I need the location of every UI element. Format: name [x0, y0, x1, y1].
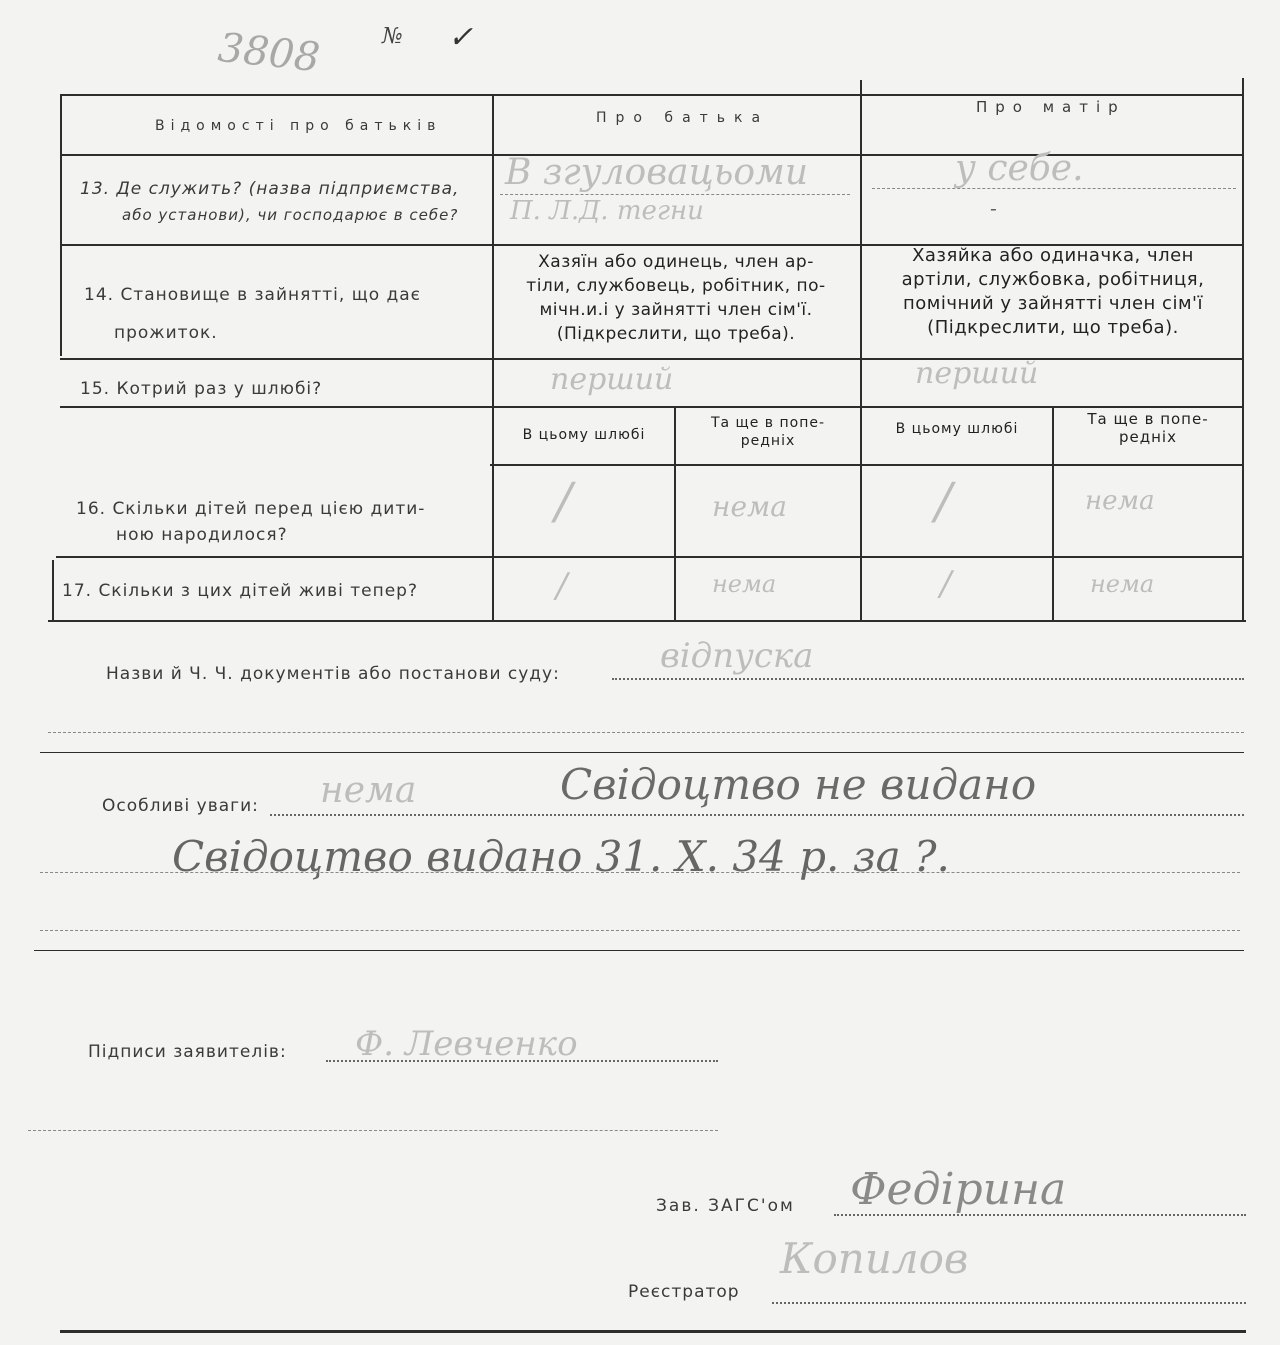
row16-label: 16. Скільки дітей перед цією дити- ною народилося?: [76, 499, 426, 545]
documents-value: відпуска: [660, 636, 814, 676]
row14-label: 14. Становище в зайнятті, що дає прожиток.: [84, 285, 422, 343]
row15-mother-value: перший: [915, 356, 1039, 391]
row17-label: 17. Скільки з цих дітей живі тепер?: [62, 581, 418, 601]
row16-mother-prev: нема: [1085, 486, 1155, 516]
row13-father-value: В згуловацьоми: [505, 152, 809, 193]
row16-mother-this: /: [935, 472, 952, 530]
row17-mother-this: /: [940, 564, 952, 604]
father-this-marriage-header: В цьому шлюбі: [522, 427, 646, 443]
zags-signature: Федірина: [850, 1164, 1067, 1215]
row13-mother-value-2: -: [990, 196, 997, 220]
special-notes-line2: Свідоцтво видано 31. X. 34 р. за ?.: [172, 832, 950, 881]
row17-mother-prev: нема: [1090, 570, 1155, 598]
signatures-value: Ф. Левченко: [355, 1024, 578, 1064]
row17-father-this: /: [556, 566, 568, 606]
row13-mother-value: у себе.: [955, 148, 1084, 189]
special-notes-faint: нема: [320, 770, 417, 811]
col-header-mother: Про матір: [976, 98, 1126, 116]
row15-label: 15. Котрий раз у шлюбі?: [80, 379, 323, 399]
row13-father-value-2: П. Л.Д. тегни: [510, 196, 704, 226]
row13-label: 13. Де служить? (назва підприємства, або установи), чи господарює в себе?: [80, 179, 460, 224]
row17-father-prev: нема: [712, 570, 777, 598]
row14-mother-options: Хазяйка або одиначка, член артіли, службовка, робітниця, помічний у зайнятті член сім'ї (Підкреслити, що треба).: [901, 245, 1205, 338]
father-previous-header: Та ще в попе- редніх: [710, 415, 826, 449]
col-header-father: Про батька: [596, 110, 770, 126]
mother-previous-header: Та ще в попе- редніх: [1087, 410, 1209, 446]
signatures-label: Підписи заявителів:: [88, 1042, 287, 1062]
mother-this-marriage-header: В цьому шлюбі: [895, 421, 1019, 437]
row16-father-this: /: [555, 472, 572, 530]
row15-father-value: перший: [550, 362, 674, 397]
check-mark: ✓: [448, 20, 474, 55]
row16-father-prev: нема: [712, 490, 787, 523]
pencil-number: 3808: [215, 24, 322, 82]
zags-label: Зав. ЗАГС'ом: [656, 1196, 795, 1216]
special-notes-line1: Свідоцтво не видано: [560, 760, 1037, 809]
documents-label: Назви й Ч. Ч. документів або постанови суду:: [106, 664, 560, 684]
row14-father-options: Хазяїн або одинець, член ар- тіли, службовець, робітник, по- мічн.и.і у зайнятті член сім'ї. (Підкреслити, що треба).: [526, 252, 826, 344]
col-header-info: Відомості про батьків: [155, 118, 442, 134]
special-notes-label: Особливі уваги:: [102, 796, 259, 816]
registrar-signature: Копилов: [780, 1234, 969, 1283]
registrar-label: Реєстратор: [628, 1282, 740, 1302]
number-mark: №: [382, 24, 403, 49]
